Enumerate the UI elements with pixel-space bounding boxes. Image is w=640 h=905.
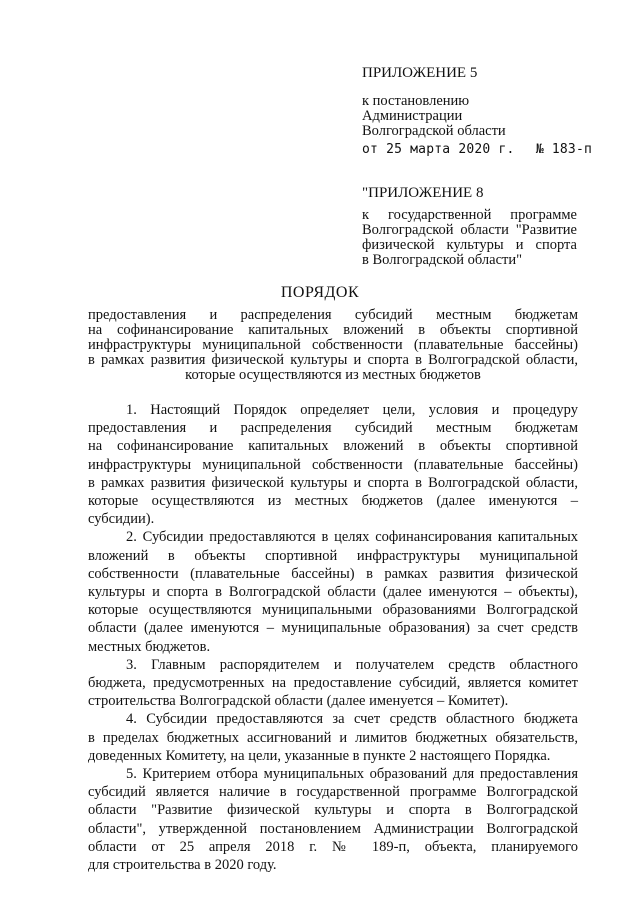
subtitle-line: инфраструктуры муниципальной собственности (плавательные бассейны)	[88, 337, 578, 353]
paragraph-line: 5. Критерием отбора муниципальных образований для предоставления	[126, 766, 578, 783]
paragraph-line: бюджета, предусмотренных на предоставление субсидий, является комитет	[88, 675, 578, 692]
document-subtitle	[88, 308, 578, 383]
paragraph-line: местных бюджетов.	[88, 638, 211, 655]
paragraph-line: для строительства в 2020 году.	[88, 857, 277, 874]
appendix8-line: физической культуры и спорта	[362, 237, 577, 253]
appendix5-line: Администрации	[362, 108, 463, 124]
paragraph-line: которые осуществляются из местных бюджетов (далее именуются –	[88, 493, 578, 510]
decree-date: от 25 марта 2020 г.	[362, 142, 515, 157]
appendix8-line: к государственной программе	[362, 207, 577, 223]
paragraph-line: области (далее именуются – муниципальные образования) за счет средств	[88, 620, 578, 637]
decree-number: № 183-п	[535, 142, 592, 157]
appendix8-title: "ПРИЛОЖЕНИЕ 8	[362, 185, 484, 201]
appendix5-title: ПРИЛОЖЕНИЕ 5	[362, 65, 478, 81]
appendix5-line: к постановлению	[362, 93, 470, 109]
paragraph-line: в рамках развития физической культуры и спорта в Волгоградской области,	[88, 474, 578, 491]
paragraph-2	[88, 528, 578, 655]
appendix8-reference	[362, 208, 577, 268]
paragraph-line: субсидии).	[88, 511, 155, 528]
paragraph-line: предоставления и распределения субсидий местным бюджетам	[88, 420, 578, 437]
paragraph-4	[88, 710, 578, 765]
paragraph-line: строительства Волгоградской области (далее именуется – Комитет).	[88, 693, 509, 710]
decree-info	[362, 142, 592, 157]
paragraph-line: 3. Главным распорядителем и получателем средств областного	[126, 656, 578, 673]
paragraph-3	[88, 656, 578, 711]
subtitle-line: предоставления и распределения субсидий местным бюджетам	[88, 307, 578, 323]
paragraph-line: на софинансирование капитальных вложений в объекты спортивной	[88, 438, 578, 455]
paragraph-line: инфраструктуры муниципальной собственности (плавательные бассейны)	[88, 456, 578, 473]
paragraph-line: области "Развитие физической культуры и спорта в Волгоградской	[88, 802, 578, 819]
document-body	[88, 401, 578, 874]
paragraph-5	[88, 765, 578, 874]
appendix5-reference	[362, 94, 592, 139]
appendix8-line: в Волгоградской области"	[362, 252, 523, 268]
paragraph-line: области от 25 апреля 2018 г. № 189-п, объекта, планируемого	[88, 838, 578, 855]
paragraph-line: собственности (плавательные бассейны) в рамках развития физической	[88, 565, 578, 582]
paragraph-line: в пределах бюджетных ассигнований и лимитов бюджетных обязательств,	[88, 729, 578, 746]
paragraph-line: субсидий является наличие в государственной программе Волгоградской	[88, 784, 578, 801]
appendix8-line: Волгоградской области "Развитие	[362, 222, 577, 238]
subtitle-line: на софинансирование капитальных вложений в объекты спортивной	[88, 322, 578, 338]
paragraph-line: которые осуществляются муниципальными образованиями Волгоградской	[88, 602, 578, 619]
appendix5-line: Волгоградской области	[362, 123, 506, 139]
paragraph-line: 2. Субсидии предоставляются в целях софинансирования капитальных	[126, 529, 578, 546]
paragraph-line: доведенных Комитету, на цели, указанные в пункте 2 настоящего Порядка.	[88, 747, 551, 764]
paragraph-line: 4. Субсидии предоставляются за счет средств областного бюджета	[126, 711, 578, 728]
document-title: ПОРЯДОК	[280, 284, 360, 301]
subtitle-line: в рамках развития физической культуры и спорта в Волгоградской области,	[88, 352, 578, 368]
paragraph-line: области", утвержденной постановлением Администрации Волгоградской	[88, 820, 578, 837]
paragraph-line: 1. Настоящий Порядок определяет цели, условия и процедуру	[126, 402, 578, 418]
paragraph-line: вложений в объекты спортивной инфраструктуры муниципальной	[88, 547, 578, 564]
subtitle-line: которые осуществляются из местных бюджетов	[185, 367, 481, 383]
paragraph-line: культуры и спорта в Волгоградской области (далее именуются – объекты),	[88, 584, 578, 601]
paragraph-1	[88, 401, 578, 528]
